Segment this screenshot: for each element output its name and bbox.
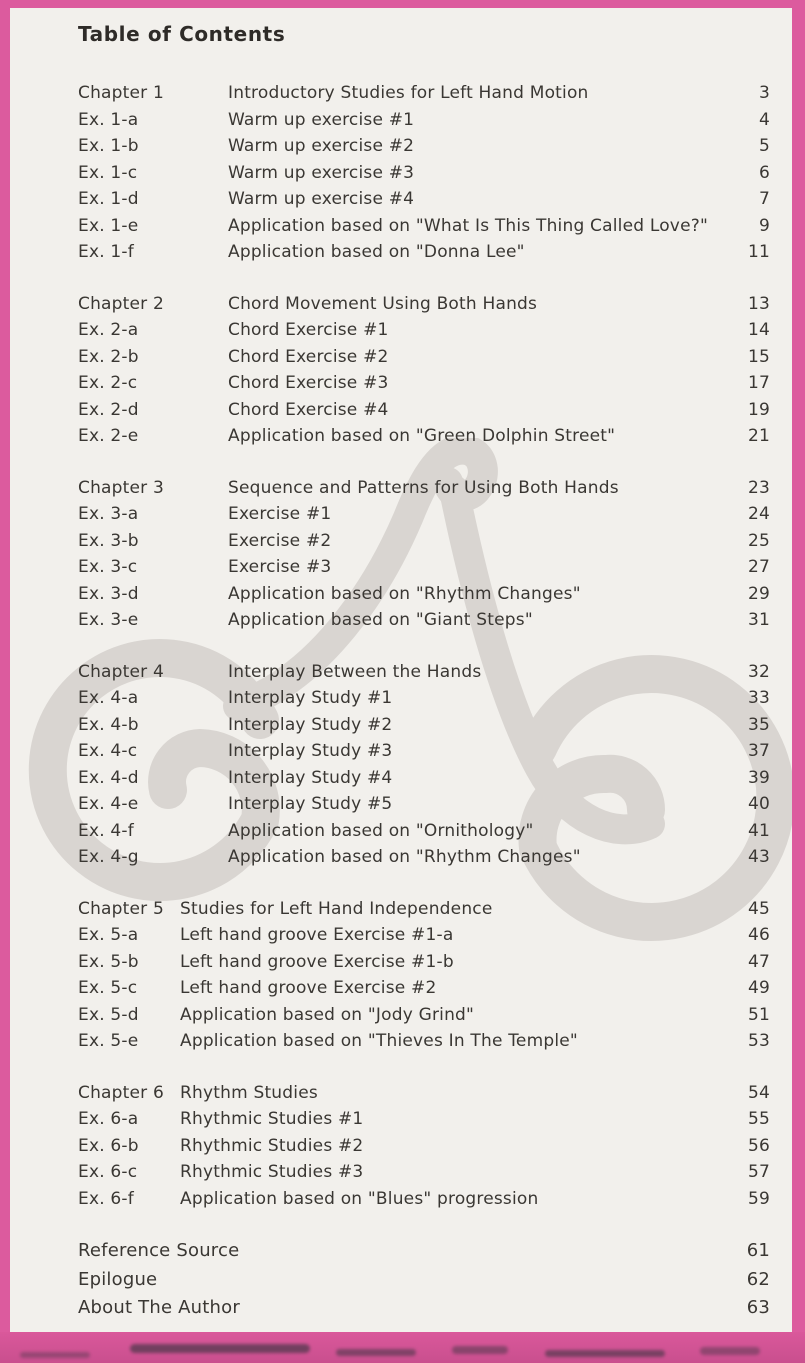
row-description: Application based on "Green Dolphin Street" <box>228 426 616 446</box>
row-page-number: 33 <box>747 688 770 708</box>
row-page-number: 41 <box>747 820 770 841</box>
row-label: Ex. 1-b <box>78 136 139 156</box>
row-page-number: 3 <box>758 83 770 103</box>
row-description: Interplay Between the Hands <box>228 661 482 682</box>
row-label: Ex. 5-e <box>78 1031 139 1051</box>
row-label: Ex. 5-a <box>78 925 139 945</box>
toc-row <box>78 1159 770 1186</box>
toc-row <box>78 186 770 213</box>
row-description: Exercise #3 <box>228 557 332 577</box>
row-page-number: 63 <box>746 1297 770 1318</box>
toc-row <box>78 80 770 107</box>
row-label: Chapter 2 <box>78 293 164 314</box>
row-description: Interplay Study #1 <box>228 688 393 708</box>
row-label: Ex. 4-f <box>78 820 134 841</box>
row-page-number: 9 <box>758 215 770 236</box>
row-description: Left hand groove Exercise #1-b <box>180 951 454 972</box>
row-label: Ex. 4-c <box>78 741 138 761</box>
row-page-number: 37 <box>747 741 770 761</box>
row-label: Ex. 5-b <box>78 951 139 972</box>
row-page-number: 21 <box>747 426 770 446</box>
row-page-number: 15 <box>747 346 770 367</box>
row-label: Ex. 3-d <box>78 583 139 604</box>
row-page-number: 49 <box>747 978 770 998</box>
row-description: Interplay Study #4 <box>228 767 393 788</box>
row-page-number: 19 <box>747 399 770 420</box>
toc-row <box>78 133 770 160</box>
row-page-number: 54 <box>747 1082 770 1103</box>
footer-label: About The Author <box>78 1297 240 1318</box>
row-description: Rhythmic Studies #2 <box>180 1135 364 1156</box>
row-page-number: 59 <box>747 1188 770 1209</box>
row-description: Exercise #1 <box>228 504 332 524</box>
toc-section-chapter-2 <box>78 291 770 450</box>
row-page-number: 53 <box>747 1031 770 1051</box>
toc-row <box>78 291 770 318</box>
row-page-number: 40 <box>747 794 770 814</box>
toc-sections <box>78 80 770 1212</box>
toc-section-chapter-4 <box>78 659 770 871</box>
row-label: Ex. 5-c <box>78 978 138 998</box>
row-description: Rhythmic Studies #3 <box>180 1162 364 1182</box>
row-page-number: 46 <box>747 925 770 945</box>
row-description: Application based on "Donna Lee" <box>228 242 525 262</box>
scan-smudge <box>700 1347 760 1355</box>
row-description: Application based on "Blues" progression <box>180 1188 539 1209</box>
row-label: Ex. 3-e <box>78 610 139 630</box>
row-page-number: 61 <box>746 1240 770 1261</box>
row-description: Interplay Study #5 <box>228 794 393 814</box>
row-page-number: 5 <box>758 136 770 156</box>
toc-section-chapter-5 <box>78 896 770 1055</box>
footer-row <box>78 1294 770 1323</box>
row-page-number: 13 <box>747 293 770 314</box>
row-label: Ex. 6-f <box>78 1188 134 1209</box>
row-label: Ex. 2-a <box>78 320 139 340</box>
toc-row <box>78 1186 770 1213</box>
scan-smudge <box>545 1350 665 1357</box>
toc-row <box>78 844 770 871</box>
toc-section-chapter-1 <box>78 80 770 266</box>
toc-row <box>78 818 770 845</box>
row-description: Warm up exercise #1 <box>228 109 415 130</box>
row-page-number: 39 <box>747 767 770 788</box>
toc-row <box>78 239 770 266</box>
scan-smudge <box>452 1346 508 1354</box>
toc-row <box>78 949 770 976</box>
row-page-number: 6 <box>758 162 770 183</box>
toc-row <box>78 370 770 397</box>
row-label: Ex. 1-a <box>78 109 139 130</box>
row-label: Ex. 3-b <box>78 530 139 551</box>
toc-row <box>78 1080 770 1107</box>
toc-footer <box>78 1237 770 1323</box>
toc-section-chapter-3 <box>78 475 770 634</box>
toc-row <box>78 554 770 581</box>
row-page-number: 51 <box>747 1004 770 1025</box>
toc-row <box>78 107 770 134</box>
row-page-number: 35 <box>747 714 770 735</box>
toc-row <box>78 160 770 187</box>
row-description: Sequence and Patterns for Using Both Hands <box>228 477 619 498</box>
row-label: Ex. 1-f <box>78 242 134 262</box>
scan-smudge <box>130 1344 310 1353</box>
row-page-number: 62 <box>746 1268 770 1290</box>
toc-row <box>78 659 770 686</box>
row-page-number: 56 <box>747 1135 770 1156</box>
row-label: Ex. 6-c <box>78 1162 138 1182</box>
row-description: Application based on "Jody Grind" <box>180 1004 475 1025</box>
row-page-number: 17 <box>747 373 770 393</box>
toc-row <box>78 896 770 923</box>
toc-row <box>78 685 770 712</box>
row-page-number: 14 <box>747 320 770 340</box>
row-label: Ex. 6-b <box>78 1135 139 1156</box>
row-label: Ex. 4-e <box>78 794 139 814</box>
toc-row <box>78 1028 770 1055</box>
toc-row <box>78 317 770 344</box>
toc-row <box>78 344 770 371</box>
row-label: Ex. 4-d <box>78 767 139 788</box>
toc-row <box>78 501 770 528</box>
toc-row <box>78 528 770 555</box>
row-label: Chapter 6 <box>78 1082 164 1103</box>
row-page-number: 24 <box>747 504 770 524</box>
row-page-number: 45 <box>747 898 770 919</box>
row-description: Left hand groove Exercise #1-a <box>180 925 454 945</box>
scan-smudge <box>20 1352 90 1358</box>
row-label: Chapter 1 <box>78 83 164 103</box>
row-page-number: 7 <box>758 189 770 209</box>
row-page-number: 47 <box>747 951 770 972</box>
row-label: Chapter 5 <box>78 898 164 919</box>
toc-row <box>78 581 770 608</box>
row-label: Ex. 3-c <box>78 557 138 577</box>
row-label: Chapter 3 <box>78 477 164 498</box>
row-label: Ex. 2-d <box>78 399 139 420</box>
row-label: Ex. 2-e <box>78 426 139 446</box>
row-page-number: 4 <box>758 109 770 130</box>
row-description: Application based on "Ornithology" <box>228 820 534 841</box>
row-description: Interplay Study #2 <box>228 714 393 735</box>
toc-row <box>78 1133 770 1160</box>
row-page-number: 11 <box>747 242 770 262</box>
footer-row <box>78 1266 770 1295</box>
row-description: Chord Exercise #3 <box>228 373 389 393</box>
row-description: Left hand groove Exercise #2 <box>180 978 437 998</box>
row-description: Chord Exercise #2 <box>228 346 389 367</box>
row-description: Application based on "What Is This Thing Called Love?" <box>228 215 708 236</box>
row-description: Chord Exercise #4 <box>228 399 389 420</box>
row-page-number: 25 <box>747 530 770 551</box>
row-label: Ex. 2-b <box>78 346 139 367</box>
page-title: Table of Contents <box>78 22 286 46</box>
toc-content <box>10 8 792 1332</box>
scan-smudge <box>336 1349 416 1356</box>
row-description: Introductory Studies for Left Hand Motion <box>228 83 589 103</box>
row-label: Ex. 4-g <box>78 847 139 867</box>
toc-row <box>78 397 770 424</box>
row-description: Interplay Study #3 <box>228 741 393 761</box>
row-label: Ex. 5-d <box>78 1004 139 1025</box>
row-label: Ex. 2-c <box>78 373 138 393</box>
toc-row <box>78 791 770 818</box>
row-page-number: 31 <box>747 610 770 630</box>
row-page-number: 43 <box>747 847 770 867</box>
bottom-border-band <box>0 1332 805 1363</box>
row-label: Ex. 6-a <box>78 1109 139 1129</box>
footer-row <box>78 1237 770 1266</box>
toc-row <box>78 922 770 949</box>
row-label: Chapter 4 <box>78 661 164 682</box>
row-page-number: 57 <box>747 1162 770 1182</box>
toc-row <box>78 738 770 765</box>
toc-page <box>10 8 792 1332</box>
toc-row <box>78 712 770 739</box>
row-description: Warm up exercise #4 <box>228 189 415 209</box>
toc-row <box>78 1002 770 1029</box>
row-description: Warm up exercise #2 <box>228 136 415 156</box>
toc-row <box>78 475 770 502</box>
toc-row <box>78 975 770 1002</box>
row-description: Exercise #2 <box>228 530 332 551</box>
row-label: Ex. 4-a <box>78 688 139 708</box>
footer-label: Epilogue <box>78 1268 158 1290</box>
row-description: Rhythm Studies <box>180 1082 318 1103</box>
footer-label: Reference Source <box>78 1240 240 1261</box>
row-description: Warm up exercise #3 <box>228 162 415 183</box>
toc-row <box>78 1106 770 1133</box>
toc-row <box>78 607 770 634</box>
row-page-number: 23 <box>747 477 770 498</box>
row-page-number: 27 <box>747 557 770 577</box>
row-description: Chord Movement Using Both Hands <box>228 293 538 314</box>
row-description: Application based on "Rhythm Changes" <box>228 847 581 867</box>
toc-row <box>78 765 770 792</box>
row-label: Ex. 1-d <box>78 189 139 209</box>
row-description: Application based on "Thieves In The Temple" <box>180 1031 578 1051</box>
toc-row <box>78 213 770 240</box>
row-description: Rhythmic Studies #1 <box>180 1109 364 1129</box>
row-label: Ex. 1-c <box>78 162 138 183</box>
row-label: Ex. 1-e <box>78 215 139 236</box>
toc-row <box>78 423 770 450</box>
row-description: Chord Exercise #1 <box>228 320 389 340</box>
row-description: Studies for Left Hand Independence <box>180 898 493 919</box>
row-page-number: 32 <box>747 661 770 682</box>
row-description: Application based on "Giant Steps" <box>228 610 533 630</box>
row-page-number: 55 <box>747 1109 770 1129</box>
row-page-number: 29 <box>747 583 770 604</box>
row-description: Application based on "Rhythm Changes" <box>228 583 581 604</box>
toc-section-chapter-6 <box>78 1080 770 1213</box>
row-label: Ex. 4-b <box>78 714 139 735</box>
row-label: Ex. 3-a <box>78 504 139 524</box>
